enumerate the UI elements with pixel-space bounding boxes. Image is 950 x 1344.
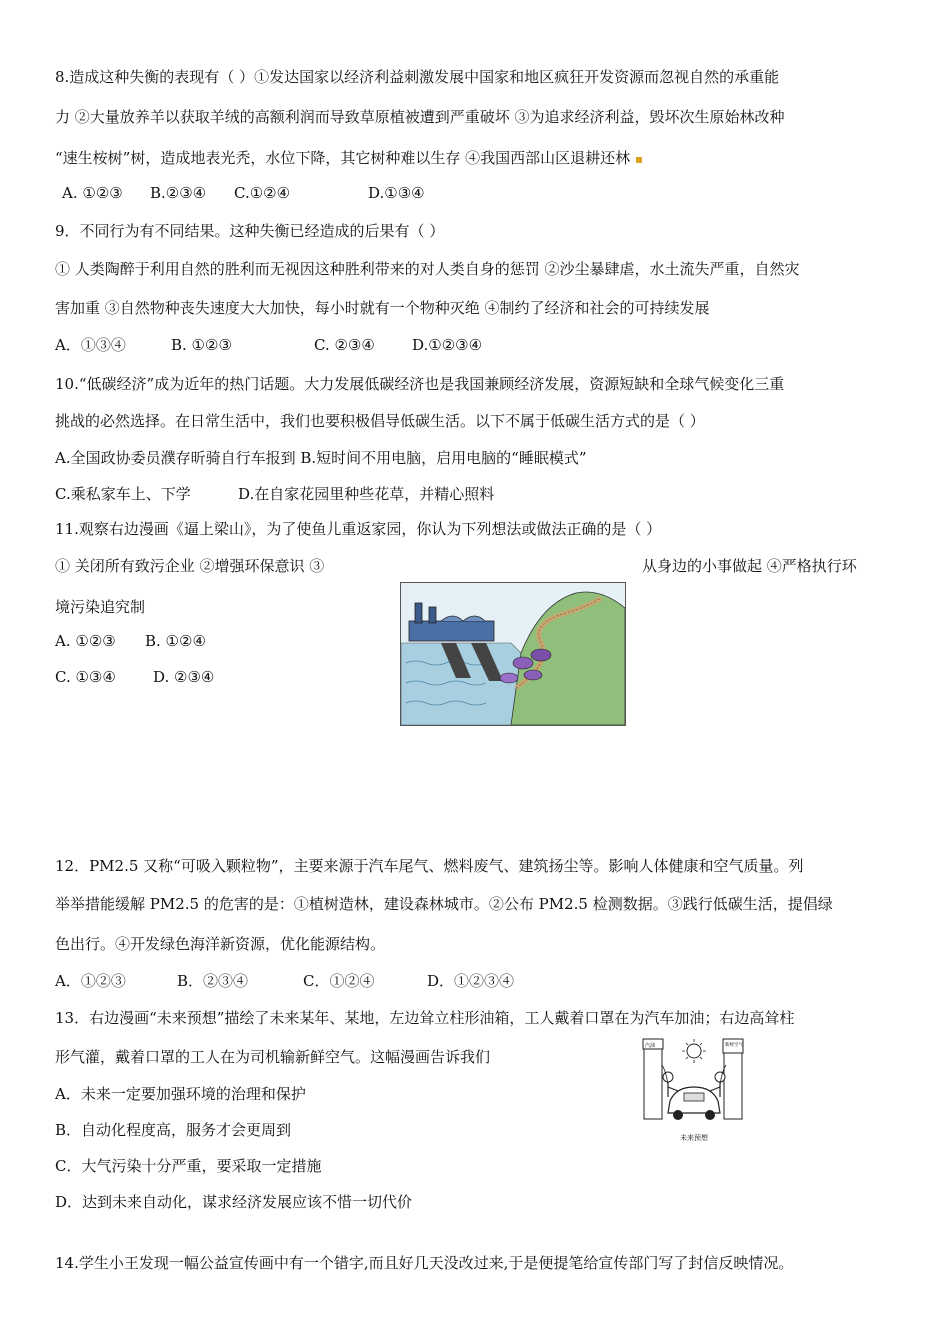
q13-option-a[interactable]: A．未来一定要加强环境的治理和保护	[55, 1085, 306, 1103]
q12-option-d[interactable]: D．①②③④	[427, 972, 515, 990]
q12-stem-line3: 色出行。④开发绿色海洋新资源，优化能源结构。	[55, 935, 386, 953]
q12-stem-line1: 12．PM2.5 又称“可吸入颗粒物”，主要来源于汽车尾气、燃料废气、建筑扬尘等。影响人体健康和空气质量。列	[55, 857, 804, 875]
q12-stem-line2: 举举措能缓解 PM2.5 的危害的是：①植树造林，建设森林城市。②公布 PM2.5 检测数据。③践行低碳生活，提倡绿	[55, 895, 833, 913]
figure-caption: 未来预想	[680, 1134, 708, 1142]
q10-option-c[interactable]: C.乘私家车上、下学	[55, 485, 191, 503]
pillar-right-label: 新鲜空气	[725, 1043, 743, 1048]
q11-stem-line2b: 从身边的小事做起 ④严格执行环	[642, 557, 857, 575]
q14-stem-line1: 14.学生小王发现一幅公益宣传画中有一个错字,而且好几天没改过来,于是便提笔给宣传部门写了封信反映情况。	[55, 1254, 794, 1272]
q10-option-d[interactable]: D.在自家花园里种些花草，并精心照料	[238, 485, 495, 503]
q10-stem-line1: 10.“低碳经济”成为近年的热门话题。大力发展低碳经济也是我国兼顾经济发展，资源短缺和全球气候变化三重	[55, 375, 785, 393]
q8-option-d[interactable]: D.①③④	[368, 184, 425, 202]
q13-option-c[interactable]: C．大气污染十分严重，要采取一定措施	[55, 1157, 322, 1175]
q8-stem-line1: 8.造成这种失衡的表现有（ ）①发达国家以经济利益刺激发展中国家和地区疯狂开发资源而忽视自然的承重能	[55, 68, 780, 86]
q10-stem-line2: 挑战的必然选择。在日常生活中，我们也要积极倡导低碳生活。以下不属于低碳生活方式的是（ ）	[55, 412, 705, 430]
q8-option-c[interactable]: C.①②④	[234, 184, 291, 202]
q9-option-d[interactable]: D.①②③④	[412, 336, 483, 354]
q9-option-c[interactable]: C. ②③④	[314, 336, 375, 354]
q11-stem-line1: 11.观察右边漫画《逼上梁山》，为了使鱼儿重返家园，你认为下列想法或做法正确的是（ ）	[55, 520, 662, 538]
q11-stem-line2a: ① 关闭所有致污企业 ②增强环保意识 ③	[55, 557, 325, 575]
q11-option-d[interactable]: D. ②③④	[153, 668, 215, 686]
q11-option-b[interactable]: B. ①②④	[145, 632, 206, 650]
q9-stem-line2: ① 人类陶醉于利用自然的胜利而无视因这种胜利带来的对人类自身的惩罚 ②沙尘暴肆虐，水土流失严重，自然灾	[55, 260, 800, 278]
cartoon-fish-climbing-mountain-icon	[400, 582, 626, 726]
pillar-left-label: 汽油	[645, 1043, 656, 1049]
q11-option-a[interactable]: A. ①②③	[55, 632, 116, 650]
q9-option-a[interactable]: A．①③④	[55, 336, 126, 354]
q11-option-c[interactable]: C. ①③④	[55, 668, 116, 686]
q12-option-b[interactable]: B．②③④	[177, 972, 249, 990]
q13-option-d[interactable]: D．达到未来自动化，谋求经济发展应该不惜一切代价	[55, 1193, 413, 1211]
q10-option-ab[interactable]: A.全国政协委员濮存昕骑自行车报到 B.短时间不用电脑，启用电脑的“睡眠模式”	[55, 449, 587, 467]
q9-option-b[interactable]: B. ①②③	[171, 336, 232, 354]
q9-stem-line3: 害加重 ③自然物种丧失速度大大加快，每小时就有一个物种灭绝 ④制约了经济和社会的可持续发展	[55, 299, 710, 317]
cartoon-gas-station-future-icon	[640, 1035, 748, 1145]
q8-option-a[interactable]: A. ①②③	[62, 184, 123, 202]
q10-options-cd	[55, 483, 494, 504]
q13-stem-line1: 13．右边漫画“未来预想”描绘了未来某年、某地，左边耸立柱形油箱，工人戴着口罩在为汽车加油；右边高耸柱	[55, 1009, 795, 1027]
q13-stem-line2: 形气灌，戴着口罩的工人在为司机输新鲜空气。这幅漫画告诉我们	[55, 1048, 491, 1066]
q9-options	[55, 334, 482, 355]
q11-options-ab	[55, 632, 206, 650]
q11-stem-line3: 境污染追究制	[55, 598, 146, 616]
q8-option-b[interactable]: B.②③④	[150, 184, 207, 202]
q11-options-cd	[55, 668, 214, 686]
q8-stem-line3: “速生桉树”树，造成地表光秃，水位下降，其它树种难以生存 ④我国西部山区退耕还林 ▪	[55, 149, 644, 167]
q8-options	[62, 184, 425, 202]
q12-option-c[interactable]: C．①②④	[303, 972, 375, 990]
q13-option-b[interactable]: B．自动化程度高，服务才会更周到	[55, 1121, 292, 1139]
q8-stem-line2: 力 ②大量放养羊以获取羊绒的高额利润而导致草原植被遭到严重破坏 ③为追求经济利益，毁坏次生原始林改种	[55, 108, 785, 126]
q12-option-a[interactable]: A．①②③	[55, 972, 126, 990]
q12-options	[55, 970, 514, 991]
q9-stem-line1: 9．不同行为有不同结果。这种失衡已经造成的后果有（ ）	[55, 222, 445, 240]
